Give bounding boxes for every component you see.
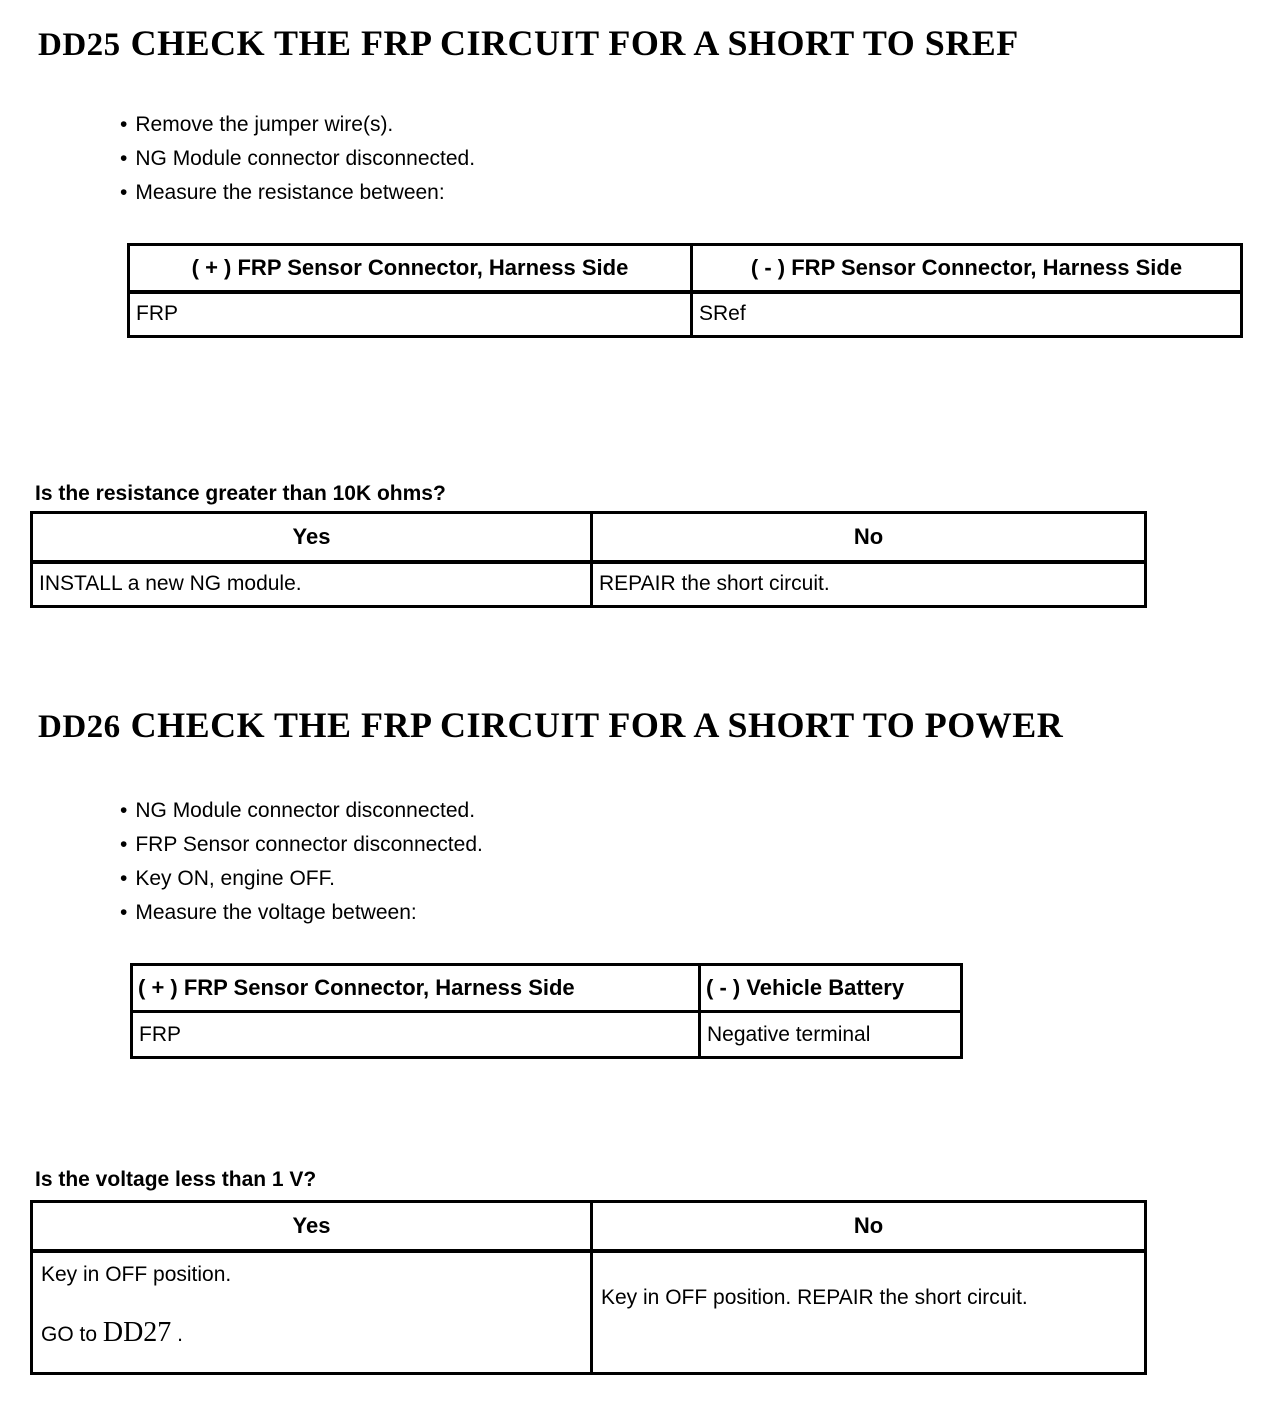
yes-header: Yes bbox=[32, 513, 592, 563]
decision-table-dd26 bbox=[30, 1200, 1147, 1375]
section-title-dd26 bbox=[38, 704, 1063, 746]
no-action-text: Key in OFF position. REPAIR the short circuit. bbox=[601, 1286, 1028, 1309]
table-header-cell bbox=[692, 245, 1242, 293]
table-row bbox=[132, 1012, 962, 1058]
table-header-cell: ( + ) FRP Sensor Connector, Harness Side bbox=[132, 965, 700, 1012]
table-header-row bbox=[32, 513, 1146, 563]
section-title-dd25 bbox=[38, 22, 1019, 64]
bullet-item: • FRP Sensor connector disconnected. bbox=[120, 828, 483, 862]
bullet-item: • Measure the voltage between: bbox=[120, 896, 483, 930]
goto-prefix: GO to bbox=[41, 1323, 103, 1346]
no-action-cell: REPAIR the short circuit. bbox=[592, 562, 1146, 606]
bullet-item: • Remove the jumper wire(s). bbox=[120, 108, 475, 142]
yes-action-cell: INSTALL a new NG module. bbox=[32, 562, 592, 606]
bullet-item: • Key ON, engine OFF. bbox=[120, 862, 483, 896]
goto-suffix: . bbox=[171, 1323, 183, 1346]
test-number-dd25: DD25 bbox=[38, 27, 121, 63]
table-header-row bbox=[129, 245, 1242, 293]
table-row bbox=[32, 1251, 1146, 1373]
test-title-dd26: CHECK THE FRP CIRCUIT FOR A SHORT TO POWER bbox=[130, 705, 1064, 745]
table-cell: FRP bbox=[132, 1012, 700, 1058]
table-cell: Negative terminal bbox=[700, 1012, 962, 1058]
question-text-dd25: Is the resistance greater than 10K ohms? bbox=[35, 482, 446, 505]
bullet-item: • NG Module connector disconnected. bbox=[120, 142, 475, 176]
no-header: No bbox=[592, 1202, 1146, 1252]
table-cell: SRef bbox=[692, 292, 1242, 336]
bullet-item: • Measure the resistance between: bbox=[120, 176, 475, 210]
table-row bbox=[129, 292, 1242, 336]
header-text: ( - ) FRP Sensor Connector, Harness Side bbox=[750, 255, 1183, 280]
bullet-list-dd26 bbox=[120, 794, 483, 930]
header-text: ( + ) FRP Sensor Connector, Harness Side bbox=[191, 255, 629, 280]
table-header-cell bbox=[129, 245, 692, 293]
yes-header: Yes bbox=[32, 1202, 592, 1252]
test-title-dd25: CHECK THE FRP CIRCUIT FOR A SHORT TO SREF bbox=[130, 23, 1019, 63]
yes-action-line1: Key in OFF position. bbox=[41, 1263, 232, 1286]
question-text-dd26: Is the voltage less than 1 V? bbox=[35, 1168, 317, 1191]
table-header-row bbox=[32, 1202, 1146, 1252]
measurement-table-dd26 bbox=[130, 963, 963, 1059]
bullet-item: • NG Module connector disconnected. bbox=[120, 794, 483, 828]
goto-line bbox=[41, 1317, 582, 1349]
bullet-list-dd25 bbox=[120, 108, 475, 210]
yes-action-cell bbox=[32, 1251, 592, 1373]
measurement-table-dd25 bbox=[127, 243, 1243, 338]
table-header-cell: ( - ) Vehicle Battery bbox=[700, 965, 962, 1012]
table-cell: FRP bbox=[129, 292, 692, 336]
dd27-reference-link[interactable]: DD27 bbox=[102, 1317, 172, 1348]
no-header: No bbox=[592, 513, 1146, 563]
no-action-cell bbox=[592, 1251, 1146, 1373]
table-header-row bbox=[132, 965, 962, 1012]
table-row bbox=[32, 562, 1146, 606]
decision-table-dd25 bbox=[30, 511, 1147, 608]
test-number-dd26: DD26 bbox=[38, 709, 121, 745]
